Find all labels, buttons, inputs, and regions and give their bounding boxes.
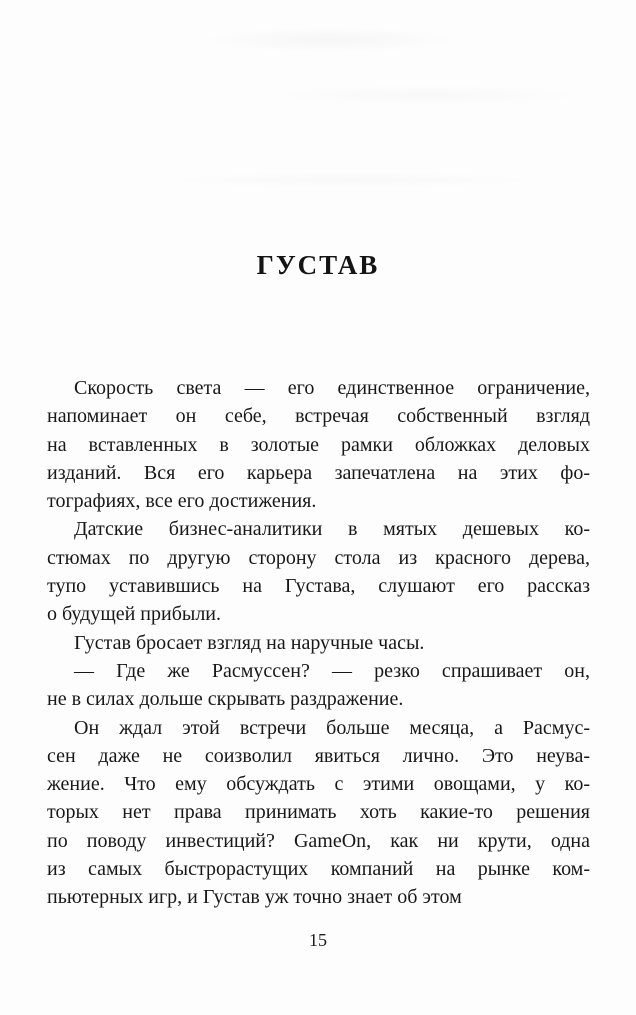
scan-artifacts xyxy=(0,0,636,240)
text-line: не в силах дольше скрывать раздражение. xyxy=(47,688,404,711)
page-number: 15 xyxy=(309,930,327,950)
text-line: — Где же Расмуссен? — резко спрашивает он, xyxy=(74,659,590,682)
text-line: из самых быстрорастущих компаний на рынке ком- xyxy=(47,858,590,881)
text-line: о будущей прибыли. xyxy=(47,603,222,626)
chapter-title: ГУСТАВ xyxy=(256,250,380,280)
paragraph xyxy=(47,714,590,912)
text-line: торых нет права принимать хоть какие-то решения xyxy=(47,801,590,824)
page-body xyxy=(47,374,590,912)
text-line: стюмах по другую сторону стола из красного дерева, xyxy=(47,546,590,569)
text-line: жение. Что ему обсуждать с этими овощами, у ко- xyxy=(47,773,590,796)
text-line: пьютерных игр, и Густав уж точно знает об этом xyxy=(47,886,462,909)
paragraph xyxy=(47,374,590,515)
text-line: на вставленных в золотые рамки обложках деловых xyxy=(47,433,590,456)
paragraph xyxy=(47,515,590,628)
text-line: напоминает он себе, встречая собственный взгляд xyxy=(47,405,590,428)
text-line: сен даже не соизволил явиться лично. Это неува- xyxy=(47,744,590,767)
paragraph xyxy=(47,657,590,714)
text-line: Скорость света — его единственное ограничение, xyxy=(74,377,590,399)
text-line: по поводу инвестиций? GameOn, как ни крути, одна xyxy=(47,829,590,852)
text-line: Он ждал этой встречи больше месяца, а Расмус- xyxy=(74,716,590,739)
text-line: Датские бизнес-аналитики в мятых дешевых ко- xyxy=(74,518,590,541)
text-line: Густав бросает взгляд на наручные часы. xyxy=(74,631,425,654)
text-line: тографиях, все его достижения. xyxy=(47,490,317,513)
text-line: изданий. Вся его карьера запечатлена на этих фо- xyxy=(47,461,590,484)
paragraph xyxy=(47,629,590,657)
text-line: тупо уставившись на Густава, слушают его рассказ xyxy=(47,575,590,598)
